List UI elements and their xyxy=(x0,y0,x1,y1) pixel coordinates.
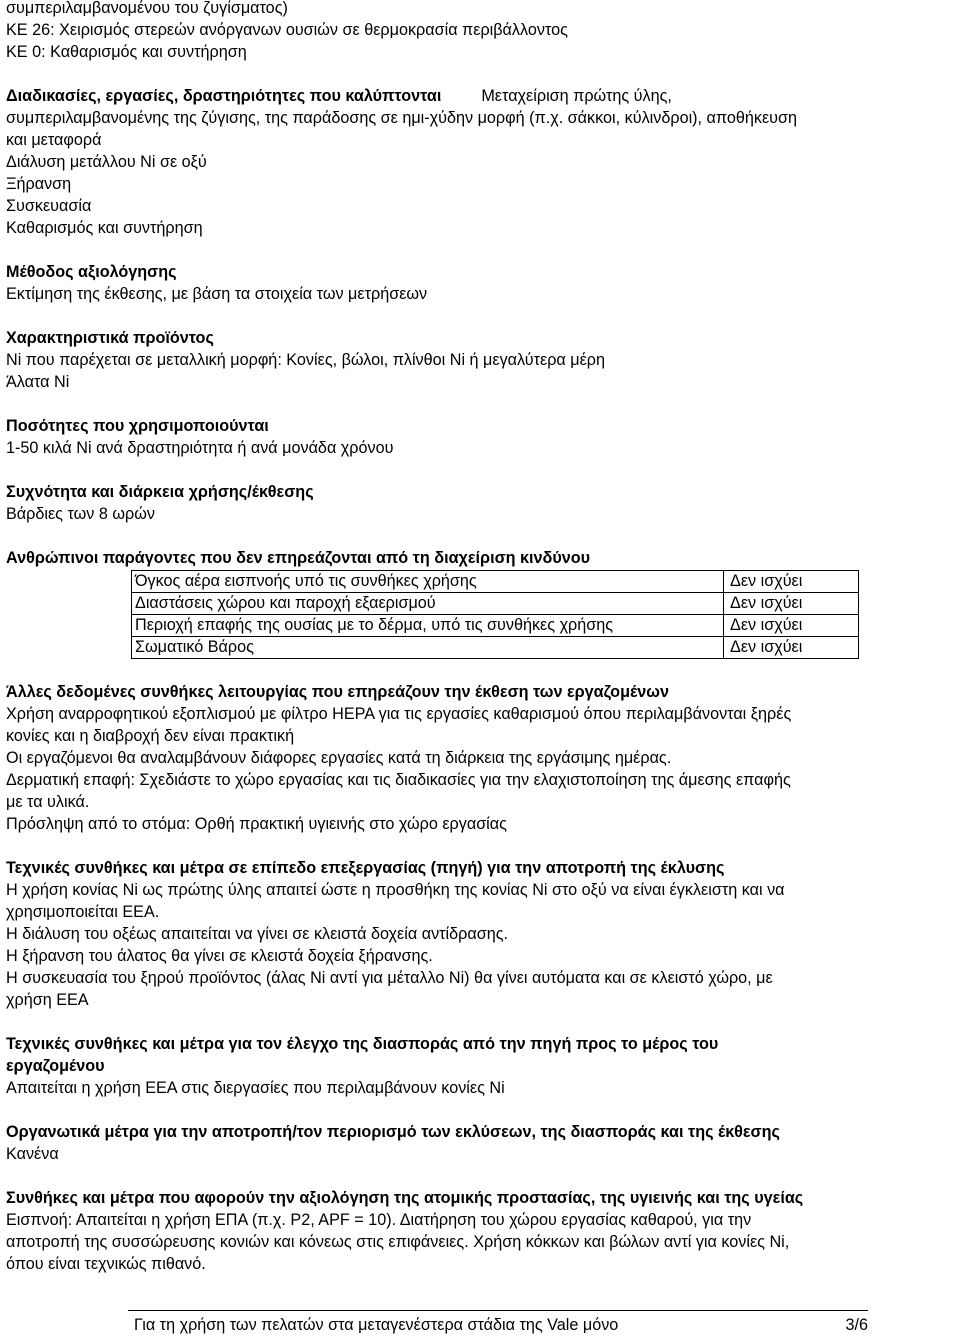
page-number: 3/6 xyxy=(845,1316,868,1334)
section-heading: Οργανωτικά μέτρα για την αποτροπή/τον περιορισμό των εκλύσεων, της διασποράς και της έκθεσης xyxy=(6,1123,780,1141)
section-text: Εκτίμηση της έκθεσης, με βάση τα στοιχεία των μετρήσεων xyxy=(6,285,428,303)
value-cell: Δεν ισχύει xyxy=(724,615,859,637)
section-text: Ni που παρέχεται σε μεταλλική μορφή: Κονίες, βώλοι, πλίνθοι Ni ή μεγαλύτερα μέρη xyxy=(6,351,606,369)
section-heading: εργαζομένου xyxy=(6,1057,105,1075)
section-text: κονίες και η διαβροχή δεν είναι πρακτική xyxy=(6,727,295,745)
value-cell: Δεν ισχύει xyxy=(724,571,859,593)
table-row xyxy=(132,571,859,593)
section-text: Εισπνοή: Απαιτείται η χρήση ΕΠΑ (π.χ. P2, APF = 10). Διατήρηση του χώρου εργασίας καθαρού, για την xyxy=(6,1211,752,1229)
process-item: Διάλυση μετάλλου Ni σε οξύ xyxy=(6,153,207,171)
section-text: Δερματική επαφή: Σχεδιάστε το χώρο εργασίας και τις διαδικασίες για την ελαχιστοποίηση της άμεσης επαφής xyxy=(6,771,791,789)
table-row xyxy=(132,593,859,615)
section-heading: Χαρακτηριστικά προϊόντος xyxy=(6,329,214,347)
value-cell: Δεν ισχύει xyxy=(724,593,859,615)
intro-line: συμπεριλαμβανομένου του ζυγίσματος) xyxy=(6,0,288,17)
processes-line xyxy=(6,85,954,107)
factor-cell: Όγκος αέρα εισπνοής υπό τις συνθήκες χρήσης xyxy=(132,571,724,593)
process-item: Καθαρισμός και συντήρηση xyxy=(6,219,203,237)
section-text: Οι εργαζόμενοι θα αναλαμβάνουν διάφορες εργασίες κατά τη διάρκεια της εργάσιμης ημέρας. xyxy=(6,749,672,767)
section-heading: Τεχνικές συνθήκες και μέτρα σε επίπεδο επεξεργασίας (πηγή) για την αποτροπή της έκλυσης xyxy=(6,859,725,877)
section-text: Η συσκευασία του ξηρού προϊόντος (άλας Ni αντί για μέταλλο Ni) θα γίνει αυτόματα και σε κλειστό χώρο, με xyxy=(6,969,773,987)
section-text: χρήση ΕΕΑ xyxy=(6,991,89,1009)
processes-line: συμπεριλαμβανομένης της ζύγισης, της παράδοσης σε ημι-χύδην μορφή (π.χ. σάκκοι, κύλινδροι), αποθήκευση xyxy=(6,109,798,127)
factor-cell: Σωματικό Βάρος xyxy=(132,637,724,659)
processes-label: Διαδικασίες, εργασίες, δραστηριότητες που καλύπτονται xyxy=(6,87,442,105)
section-text: Βάρδιες των 8 ωρών xyxy=(6,505,155,523)
intro-line: ΚΕ 0: Καθαρισμός και συντήρηση xyxy=(6,43,247,61)
processes-line: και μεταφορά xyxy=(6,131,102,149)
section-text: αποτροπή της συσσώρευσης κονιών και κόνεως στις επιφάνειες. Χρήση κόκκων και βώλων αντί για κονίες Ni, xyxy=(6,1233,790,1251)
section-heading: Τεχνικές συνθήκες και μέτρα για τον έλεγχο της διασποράς από την πηγή προς το μέρος του xyxy=(6,1035,719,1053)
processes-first: Μεταχείριση πρώτης ύλης, xyxy=(481,87,672,105)
section-heading: Συνθήκες και μέτρα που αφορούν την αξιολόγηση της ατομικής προστασίας, της υγιεινής και της υγείας xyxy=(6,1189,804,1207)
page-footer xyxy=(128,1310,868,1337)
section-text: Άλατα Ni xyxy=(6,373,70,391)
section-text: Πρόσληψη από το στόμα: Ορθή πρακτική υγιεινής στο χώρο εργασίας xyxy=(6,815,507,833)
process-item: Συσκευασία xyxy=(6,197,92,215)
section-text: με τα υλικά. xyxy=(6,793,90,811)
section-text: Η διάλυση του οξέως απαιτείται να γίνει σε κλειστά δοχεία αντίδρασης. xyxy=(6,925,509,943)
process-item: Ξήρανση xyxy=(6,175,72,193)
section-text: Απαιτείται η χρήση ΕΕΑ στις διεργασίες που περιλαμβάνουν κονίες Ni xyxy=(6,1079,505,1097)
section-text: Η χρήση κονίας Ni ως πρώτης ύλης απαιτεί ώστε η προσθήκη της κονίας Ni στο οξύ να είναι έγκλειστη και να xyxy=(6,881,785,899)
section-text: 1-50 κιλά Ni ανά δραστηριότητα ή ανά μονάδα χρόνου xyxy=(6,439,394,457)
section-heading: Ποσότητες που χρησιμοποιούνται xyxy=(6,417,269,435)
section-heading: Άλλες δεδομένες συνθήκες λειτουργίας που επηρεάζουν την έκθεση των εργαζομένων xyxy=(6,683,669,701)
section-heading: Ανθρώπινοι παράγοντες που δεν επηρεάζονται από τη διαχείριση κινδύνου xyxy=(6,549,591,567)
section-text: χρησιμοποιείται ΕΕΑ. xyxy=(6,903,160,921)
table-row xyxy=(132,637,859,659)
value-cell: Δεν ισχύει xyxy=(724,637,859,659)
footer-text: Για τη χρήση των πελατών στα μεταγενέστερα στάδια της Vale μόνο xyxy=(134,1316,619,1334)
table-row xyxy=(132,615,859,637)
section-text: όπου είναι τεχνικώς πιθανό. xyxy=(6,1255,206,1273)
factor-cell: Διαστάσεις χώρου και παροχή εξαερισμού xyxy=(132,593,724,615)
section-text: Χρήση αναρροφητικού εξοπλισμού με φίλτρο HEPA για τις εργασίες καθαρισμού όπου περιλαμβάνονται ξηρές xyxy=(6,705,792,723)
section-text: Κανένα xyxy=(6,1145,59,1163)
factor-cell: Περιοχή επαφής της ουσίας με το δέρμα, υπό τις συνθήκες χρήσης xyxy=(132,615,724,637)
section-heading: Συχνότητα και διάρκεια χρήσης/έκθεσης xyxy=(6,483,314,501)
section-heading: Μέθοδος αξιολόγησης xyxy=(6,263,177,281)
human-factors-table xyxy=(131,570,859,659)
intro-line: ΚΕ 26: Χειρισμός στερεών ανόργανων ουσιών σε θερμοκρασία περιβάλλοντος xyxy=(6,21,568,39)
section-text: Η ξήρανση του άλατος θα γίνει σε κλειστά δοχεία ξήρανσης. xyxy=(6,947,433,965)
document-page xyxy=(6,0,954,1275)
